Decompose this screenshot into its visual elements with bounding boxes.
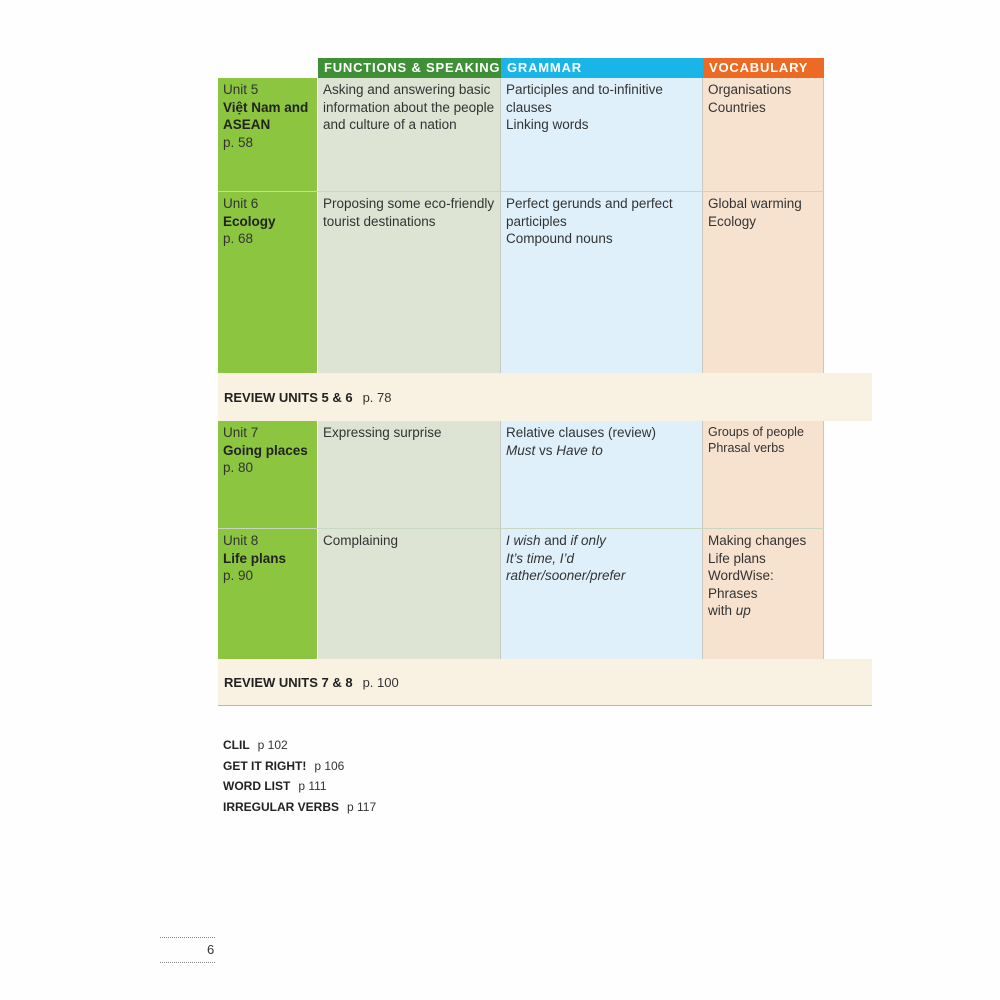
functions-line: information about the people (323, 99, 495, 115)
review-page: p. 100 (362, 674, 399, 690)
vocabulary-line: Phrasal verbs (708, 441, 785, 455)
vocabulary-line: Countries (708, 99, 766, 115)
vocabulary-line: Organisations (708, 82, 792, 97)
unit-5-cell[interactable] (218, 78, 318, 191)
review-page: p. 78 (362, 389, 392, 405)
unit-5-vocabulary (703, 78, 824, 191)
vocabulary-line (708, 602, 818, 620)
extras-page: p 111 (298, 779, 327, 793)
unit-label: Unit 6 (223, 196, 259, 211)
grammar-line: Compound nouns (506, 231, 613, 246)
extras-title: GET IT RIGHT! (223, 758, 307, 773)
grammar-line: Participles and to-infinitive (506, 82, 663, 97)
extras-title: WORD LIST (223, 779, 291, 793)
unit-8-cell[interactable] (218, 529, 318, 660)
unit-label: Unit 5 (223, 82, 259, 97)
table-bottom-rule (218, 705, 872, 706)
unit-label: Unit 7 (223, 425, 259, 440)
extras-page: p 102 (257, 738, 288, 752)
unit-page: p. 58 (223, 134, 254, 150)
grammar-connector: vs (535, 442, 557, 458)
unit-page: p. 90 (223, 568, 254, 583)
extras-page: p 117 (347, 799, 377, 814)
unit-8-row (218, 528, 824, 660)
grammar-italic: if only (570, 533, 606, 548)
review-title: REVIEW UNITS 7 & 8 (224, 674, 353, 690)
unit-7-functions (318, 421, 501, 528)
unit-8-grammar (501, 529, 703, 660)
unit-page: p. 68 (223, 231, 254, 246)
unit-5-functions (318, 78, 501, 191)
unit-6-functions (318, 192, 501, 374)
unit-8-functions (318, 529, 501, 660)
functions-line: tourist destinations (323, 213, 436, 229)
unit-label: Unit 8 (223, 533, 259, 548)
extras-title: CLIL (223, 738, 250, 752)
grammar-italic: Must (506, 442, 536, 458)
header-vocabulary: VOCABULARY (703, 58, 824, 78)
unit-7-row (218, 421, 824, 528)
unit-7-vocabulary (703, 421, 824, 528)
extras-item-get-it-right[interactable] (223, 756, 376, 777)
vocabulary-line: Groups of people (708, 425, 804, 439)
grammar-connector: and (540, 533, 571, 548)
vocabulary-italic: up (735, 603, 751, 618)
grammar-line (506, 442, 697, 460)
unit-title: Going places (223, 442, 308, 458)
unit-6-grammar (501, 192, 703, 374)
grammar-line: Linking words (506, 117, 589, 132)
header-functions-speaking: FUNCTIONS & SPEAKING (318, 58, 501, 78)
extras-item-clil[interactable] (223, 735, 376, 756)
grammar-line (506, 550, 697, 585)
grammar-italic: I wish (506, 533, 541, 548)
functions-line: Proposing some eco-friendly (323, 196, 495, 211)
page-number-rule-bottom (160, 962, 215, 963)
unit-6-vocabulary (703, 192, 824, 374)
grammar-line: participles (506, 213, 567, 229)
extras-page: p 106 (314, 758, 345, 773)
header-grammar: GRAMMAR (501, 58, 703, 78)
functions-line: Complaining (323, 533, 399, 548)
unit-title-cont: ASEAN (223, 117, 271, 132)
unit-title: Life plans (223, 550, 287, 566)
review-units-5-6[interactable] (218, 373, 872, 421)
grammar-line (506, 532, 697, 550)
unit-page: p. 80 (223, 460, 254, 475)
grammar-italic: It’s time, I’d rather/sooner/prefer (506, 550, 626, 583)
review-units-7-8[interactable] (218, 659, 872, 705)
unit-5-row (218, 78, 824, 191)
review-title: REVIEW UNITS 5 & 6 (224, 389, 353, 405)
unit-title: Việt Nam and (223, 99, 309, 115)
vocabulary-line: Ecology (708, 213, 757, 229)
grammar-line: Perfect gerunds and perfect (506, 196, 673, 211)
functions-line: Asking and answering basic (323, 82, 491, 97)
functions-line: Expressing surprise (323, 425, 442, 440)
grammar-line: Relative clauses (review) (506, 425, 657, 440)
vocabulary-line: Making changes (708, 533, 807, 548)
vocabulary-line: Global warming (708, 196, 802, 211)
unit-title: Ecology (223, 213, 276, 229)
unit-8-vocabulary (703, 529, 824, 660)
extras-item-irregular-verbs[interactable] (223, 797, 376, 818)
grammar-italic: Have to (556, 442, 603, 458)
unit-7-cell[interactable] (218, 421, 318, 528)
page-number: 6 (207, 942, 215, 957)
extras-item-word-list[interactable] (223, 776, 376, 797)
vocabulary-text: with (708, 603, 736, 618)
unit-7-grammar (501, 421, 703, 528)
extras-list (223, 735, 376, 817)
extras-title: IRREGULAR VERBS (223, 799, 340, 814)
unit-6-row (218, 191, 824, 374)
unit-5-grammar (501, 78, 703, 191)
vocabulary-line: WordWise: Phrases (708, 568, 774, 601)
unit-6-cell[interactable] (218, 192, 318, 374)
grammar-line: clauses (506, 99, 552, 115)
functions-line: and culture of a nation (323, 117, 457, 132)
vocabulary-line: Life plans (708, 550, 766, 566)
page-number-rule-top (160, 937, 215, 938)
